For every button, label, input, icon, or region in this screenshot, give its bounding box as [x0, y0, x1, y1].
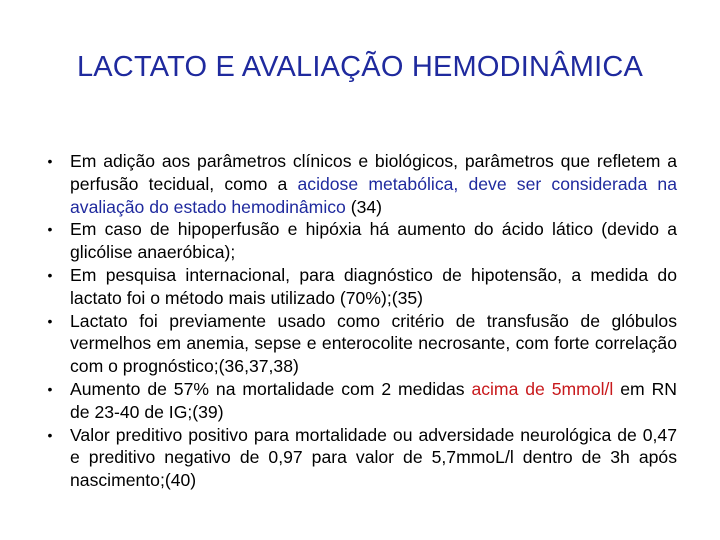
- bullet-item: [44, 310, 677, 378]
- bullet-icon: •: [47, 221, 53, 238]
- bullet-icon: •: [47, 153, 53, 169]
- bullet-item: [44, 218, 677, 264]
- bullet-text: em RN de 23-40 de IG;(39): [70, 378, 677, 422]
- slide-title: LACTATO E AVALIAÇÃO HEMODINÂMICA: [76, 51, 644, 83]
- bullet-item: [44, 424, 677, 492]
- bullet-text: Em pesquisa internacional, para diagnóstico de hipotensão, a medida do lactato foi o método mais utilizado (70%);(35): [70, 264, 677, 308]
- bullet-icon: •: [47, 312, 53, 329]
- bullet-item: [44, 150, 677, 218]
- bullet-text: Valor preditivo positivo para mortalidade ou adversidade neurológica de 0,47 e preditivo negativo de 0,97 para valor de 5,7mmoL/l dentro de 3h após nascimento;(40): [70, 424, 677, 491]
- bullet-icon: •: [47, 380, 53, 397]
- bullet-highlight-red: acima de 5mmol/l: [471, 378, 614, 399]
- bullet-highlight-blue: acidose metabólica, deve ser considerada na avaliação do estado hemodinâmico: [70, 173, 677, 217]
- bullet-item: [44, 264, 677, 310]
- bullet-text: Em adição aos parâmetros clínicos e biológicos, parâmetros que refletem a perfusão tecidual, como a: [70, 151, 677, 194]
- bullet-icon: •: [47, 266, 53, 283]
- bullet-text: (34): [345, 196, 383, 217]
- bullet-item: [44, 378, 677, 424]
- bullet-text: Aumento de 57% na mortalidade com 2 medidas: [70, 378, 472, 399]
- bullet-text: Lactato foi previamente usado como critério de transfusão de glóbulos vermelhos em anemia, sepse e enterocolite necrosante, com forte correlação com o prognóstico;(36,37,38): [70, 310, 677, 377]
- bullet-icon: •: [47, 426, 53, 443]
- bullet-list: [44, 150, 677, 492]
- bullet-text: Em caso de hipoperfusão e hipóxia há aumento do ácido lático (devido a glicólise anaeróbica);: [70, 219, 677, 263]
